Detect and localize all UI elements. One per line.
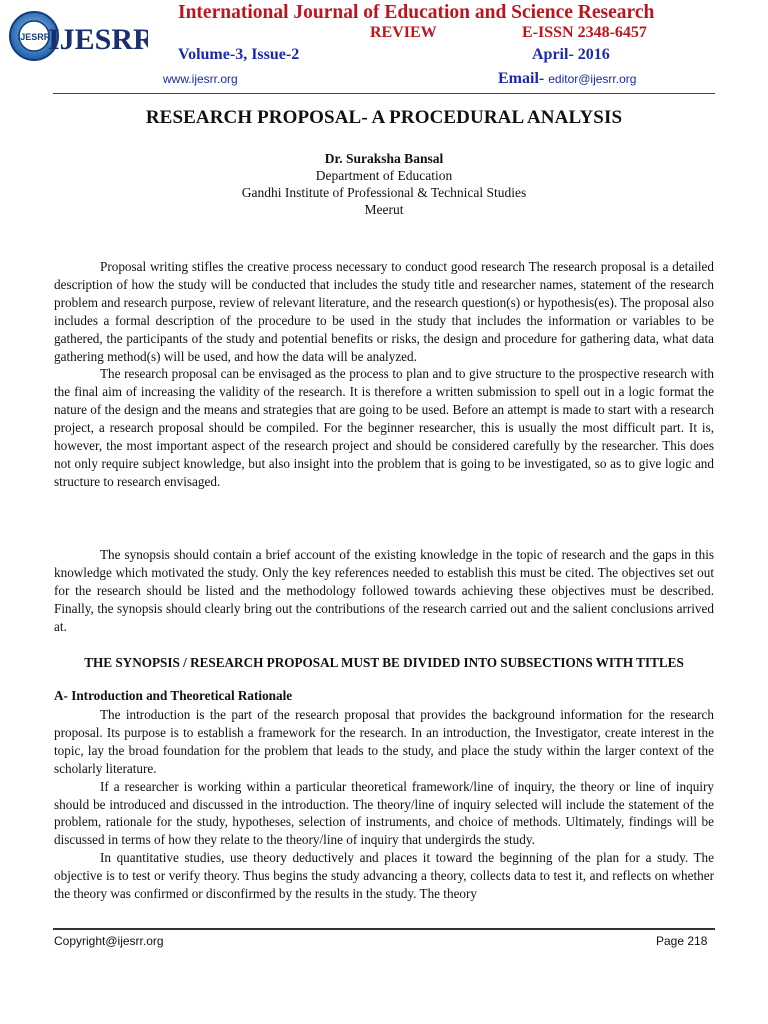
author-city: Meerut bbox=[364, 202, 404, 217]
author-department: Department of Education bbox=[315, 168, 453, 183]
author-institute: Gandhi Institute of Professional & Technical Studies bbox=[241, 185, 527, 200]
paragraph-2: The research proposal can be envisaged as the process to plan and to give structure to the prospective research with the final aim of increasing the validity of the research. It is therefore a written submission to spell out in a logic format the nature of the design and the means and strategies that are going to be used. Before an attempt is made to start with a research project, a research proposal should be compiled. For the beginner researcher, this is usually the most difficult part. It is, however, the most important aspect of the research project and should be considered carefully by the researcher. This does not only require subject knowledge, but also insight into the problem that is going to be investigated, so as to give logic and structure to research envisaged. bbox=[54, 366, 714, 489]
body-block-2 bbox=[54, 546, 714, 636]
page-number: Page 218 bbox=[656, 934, 708, 948]
journal-subtitle: REVIEW bbox=[370, 24, 437, 41]
footer-copyright: Copyright@ijesrr.org bbox=[54, 934, 164, 948]
paragraph-3: The synopsis should contain a brief account of the existing knowledge in the topic of research and the gaps in this knowledge which motivated the study. Only the key references needed to establish this must be cited. The objectives set out for the research should be listed and the methodology followed towards achieving these objectives must be described. Finally, the synopsis should clearly bring out the contributions of the research carried out and the salient conclusions arrived at. bbox=[54, 547, 714, 634]
author-name: Dr. Suraksha Bansal bbox=[324, 151, 444, 166]
logo-text: IJESRR bbox=[48, 23, 148, 56]
journal-title: International Journal of Education and Science Research bbox=[178, 2, 655, 23]
logo-ring-text: IJESRR bbox=[17, 32, 51, 42]
body-block-1 bbox=[54, 258, 714, 491]
body-block-3 bbox=[54, 706, 714, 903]
issn-value: ISSN 2348-6457 bbox=[538, 24, 647, 41]
email-value[interactable]: editor@ijesrr.org bbox=[548, 72, 637, 86]
email-label: Email- bbox=[498, 70, 545, 87]
journal-url[interactable]: www.ijesrr.org bbox=[163, 72, 238, 86]
paragraph-1: Proposal writing stifles the creative process necessary to conduct good research The research proposal is a detailed description of how the study will be conducted that includes the study title and researcher names, statement of the research problem and research purpose, review of relevant literature, and the research question(s) or hypothesis(es). The proposal also includes a formal description of the procedure to be used in the study that includes the information or variables to be gathered, the participants of the study and potential benefits or risks, the design and procedure for gathering data, what data gathering method(s) will be used, and how the data will be analyzed. bbox=[54, 259, 714, 364]
paragraph-6: In quantitative studies, use theory deductively and places it toward the beginning of the plan for a study. The objective is to test or verify theory. Thus begins the study advancing a theory, collects data to test it, and reflects on whether the theory was confirmed or disconfirmed by the results in the study. The theory bbox=[54, 850, 714, 902]
journal-email bbox=[498, 70, 636, 88]
paragraph-5: If a researcher is working within a particular theoretical framework/line of inquiry, the theory or line of inquiry should be introduced and discussed in the introduction. The theory/line of inquiry selected will include the statement of the problem, rationale for the study, hypotheses, selection of instruments, and choice of methods. Ultimately, findings will be discussed in terms of how they relate to the theory/line of inquiry that undergirds the study. bbox=[54, 778, 714, 848]
journal-logo bbox=[8, 6, 148, 66]
author-block bbox=[0, 150, 768, 218]
volume-issue: Volume-3, Issue-2 bbox=[178, 46, 300, 63]
paper-title: RESEARCH PROPOSAL- A PROCEDURAL ANALYSIS bbox=[145, 107, 623, 128]
issn-prefix: E- bbox=[522, 24, 538, 41]
footer-divider bbox=[53, 928, 715, 930]
section-heading: THE SYNOPSIS / RESEARCH PROPOSAL MUST BE DIVIDED INTO SUBSECTIONS WITH TITLES bbox=[84, 655, 684, 670]
paragraph-4: The introduction is the part of the research proposal that provides the background information for the research proposal. Its purpose is to establish a framework for the research. In an introduction, the Investigator, create interest in the topic, lay the broad foundation for the problem that leads to the study, and place the study within the larger context of the scholarly literature. bbox=[54, 707, 714, 776]
issue-date: April- 2016 bbox=[532, 46, 610, 63]
issn bbox=[522, 24, 647, 42]
subsection-heading: A- Introduction and Theoretical Rationale bbox=[54, 688, 293, 703]
header-divider bbox=[53, 93, 715, 94]
